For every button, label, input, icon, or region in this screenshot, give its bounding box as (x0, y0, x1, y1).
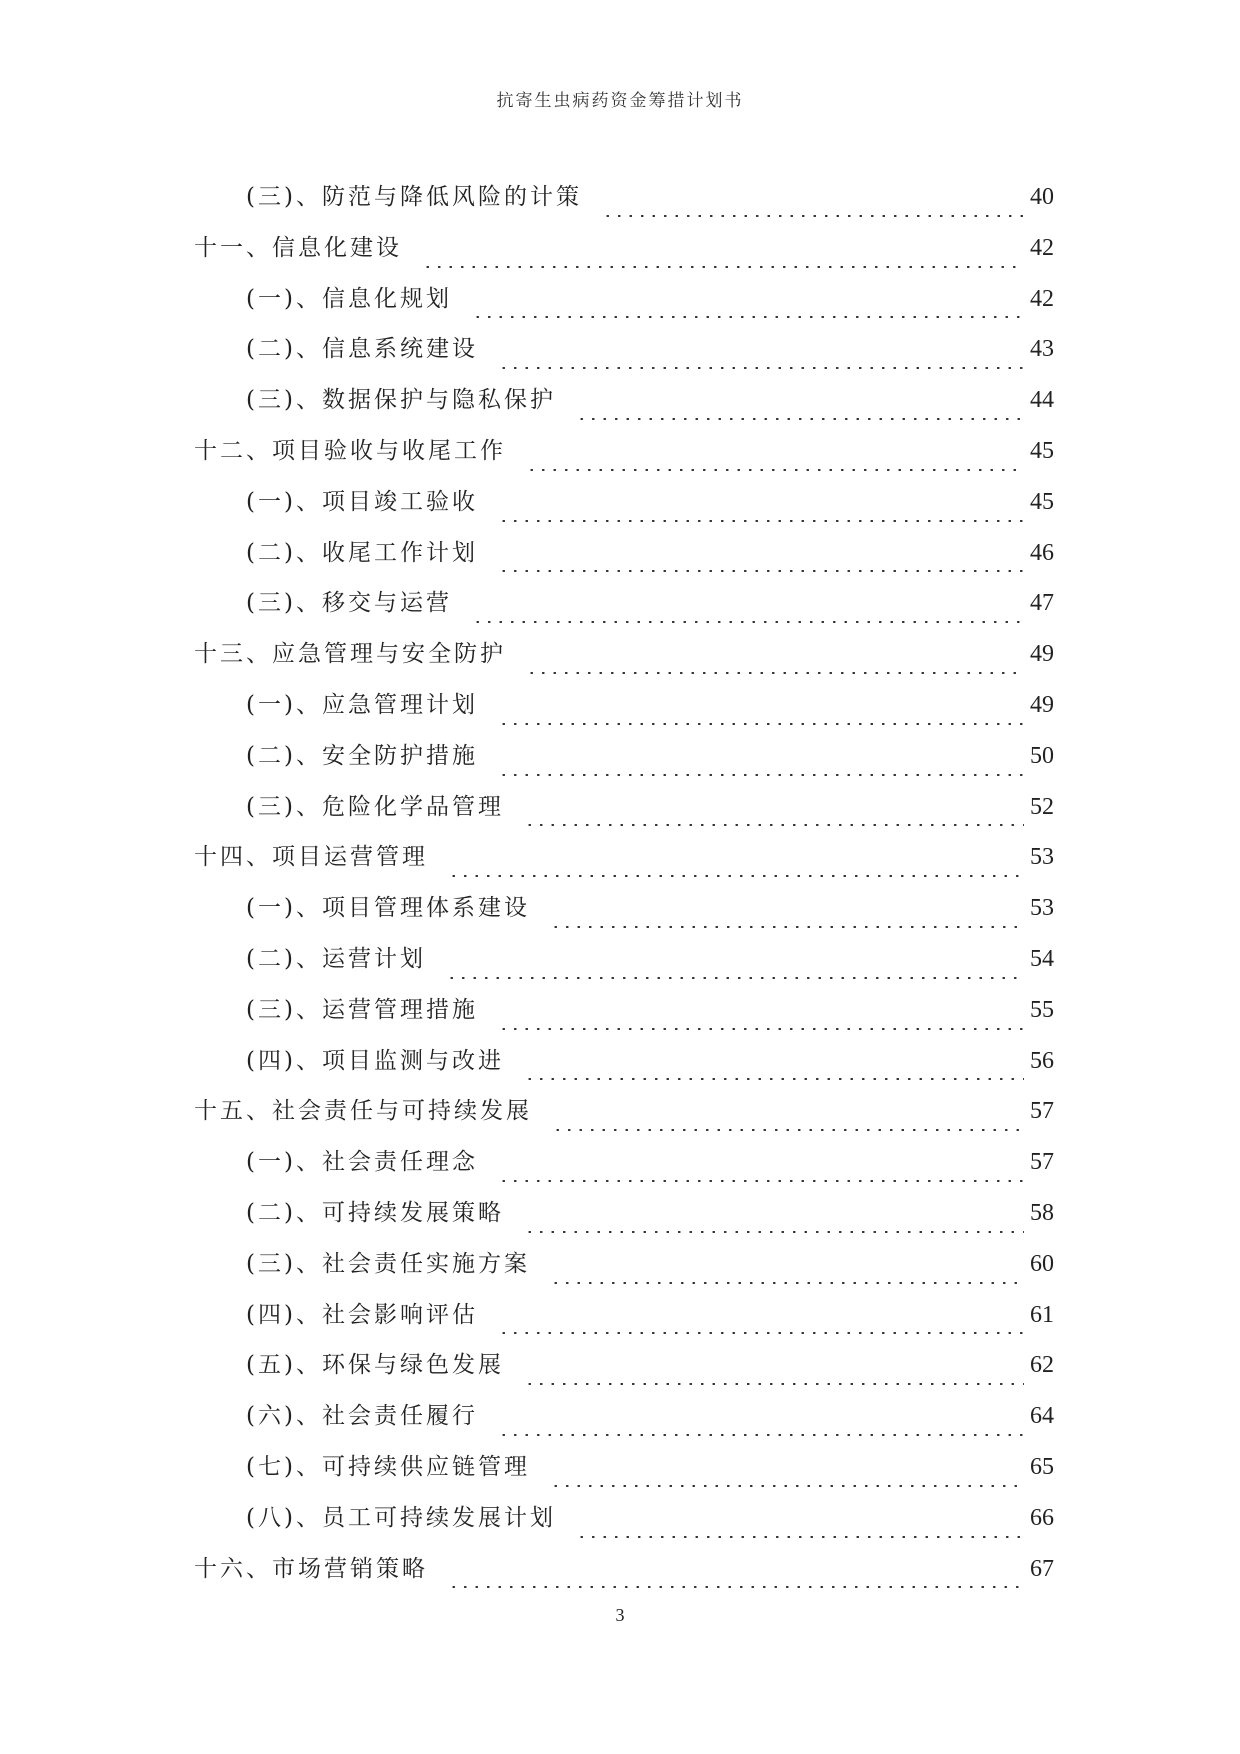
toc-dot-leader (550, 1485, 1024, 1487)
toc-entry-page: 57 (1030, 1098, 1054, 1125)
toc-dot-leader (552, 1129, 1024, 1131)
toc-entry-label: 十六、市场营销策略 (194, 1555, 428, 1582)
toc-entry[interactable] (194, 1448, 1054, 1499)
toc-entry-label: 十二、项目验收与收尾工作 (194, 437, 506, 464)
toc-dot-leader (498, 520, 1024, 522)
toc-dot-leader (498, 774, 1024, 776)
toc-entry-page: 55 (1030, 996, 1054, 1023)
toc-entry-page: 53 (1030, 895, 1054, 922)
toc-entry[interactable] (194, 1397, 1054, 1448)
toc-entry-page: 45 (1030, 488, 1054, 515)
toc-entry[interactable] (194, 432, 1054, 483)
toc-entry-label: (二)、安全防护措施 (246, 742, 478, 769)
toc-entry-page: 49 (1030, 691, 1054, 718)
toc-entry-label: 十四、项目运营管理 (194, 844, 428, 871)
toc-entry-page: 67 (1030, 1555, 1054, 1582)
toc-dot-leader (526, 672, 1024, 674)
toc-entry-page: 45 (1030, 437, 1054, 464)
toc-dot-leader (524, 1078, 1024, 1080)
toc-dot-leader (576, 418, 1024, 420)
toc-entry[interactable] (194, 1245, 1054, 1296)
toc-entry[interactable] (194, 229, 1054, 280)
toc-entry[interactable] (194, 1042, 1054, 1093)
toc-entry[interactable] (194, 1296, 1054, 1347)
toc-entry-page: 52 (1030, 793, 1054, 820)
toc-entry-label: (四)、项目监测与改进 (246, 1047, 504, 1074)
toc-entry-page: 47 (1030, 590, 1054, 617)
toc-entry-label: (四)、社会影响评估 (246, 1301, 478, 1328)
toc-entry-label: (一)、项目竣工验收 (246, 488, 478, 515)
toc-entry[interactable] (194, 940, 1054, 991)
toc-entry[interactable] (194, 1499, 1054, 1550)
toc-entry-page: 61 (1030, 1301, 1054, 1328)
toc-dot-leader (498, 1434, 1024, 1436)
toc-entry-label: (三)、防范与降低风险的计策 (246, 184, 582, 210)
toc-entry[interactable] (194, 584, 1054, 635)
toc-dot-leader (448, 875, 1024, 877)
toc-entry-label: (二)、收尾工作计划 (246, 539, 478, 566)
toc-entry-page: 60 (1030, 1250, 1054, 1277)
toc-entry[interactable] (194, 381, 1054, 432)
toc-entry-page: 58 (1030, 1199, 1054, 1226)
toc-entry-label: (七)、可持续供应链管理 (246, 1453, 530, 1480)
toc-dot-leader (448, 1586, 1024, 1588)
toc-dot-leader (422, 266, 1024, 268)
toc-entry-label: (一)、应急管理计划 (246, 691, 478, 718)
toc-entry[interactable] (194, 1194, 1054, 1245)
toc-entry[interactable] (194, 483, 1054, 534)
toc-entry-page: 57 (1030, 1149, 1054, 1176)
toc-dot-leader (524, 1383, 1024, 1385)
toc-entry-label: (一)、社会责任理念 (246, 1149, 478, 1176)
toc-entry[interactable] (194, 788, 1054, 839)
toc-entry-page: 44 (1030, 387, 1054, 414)
toc-entry-page: 50 (1030, 742, 1054, 769)
toc-entry-page: 53 (1030, 844, 1054, 871)
toc-dot-leader (498, 1028, 1024, 1030)
toc-entry[interactable] (194, 1550, 1054, 1601)
toc-entry-label: (二)、信息系统建设 (246, 336, 478, 363)
toc-entry[interactable] (194, 889, 1054, 940)
toc-entry[interactable] (194, 1143, 1054, 1194)
toc-dot-leader (498, 367, 1024, 369)
toc-dot-leader (524, 824, 1024, 826)
toc-entry[interactable] (194, 1346, 1054, 1397)
running-header: 抗寄生虫病药资金筹措计划书 (496, 91, 744, 111)
toc-entry-page: 54 (1030, 945, 1054, 972)
toc-entry-page: 64 (1030, 1403, 1054, 1430)
toc-entry-page: 62 (1030, 1352, 1054, 1379)
toc-dot-leader (472, 316, 1024, 318)
toc-entry[interactable] (194, 991, 1054, 1042)
toc-entry-label: (二)、运营计划 (246, 945, 426, 972)
toc-dot-leader (498, 723, 1024, 725)
toc-dot-leader (550, 1282, 1024, 1284)
toc-dot-leader (550, 926, 1024, 928)
toc-entry-page: 40 (1030, 184, 1054, 210)
toc-dot-leader (446, 977, 1024, 979)
toc-entry-label: (二)、可持续发展策略 (246, 1199, 504, 1226)
toc-entry[interactable] (194, 686, 1054, 737)
toc-entry-label: (三)、数据保护与隐私保护 (246, 387, 556, 414)
toc-entry-label: (八)、员工可持续发展计划 (246, 1504, 556, 1531)
toc-entry-page: 43 (1030, 336, 1054, 363)
toc-dot-leader (524, 1231, 1024, 1233)
toc-entry[interactable] (194, 635, 1054, 686)
toc-entry-page: 46 (1030, 539, 1054, 566)
toc-entry-page: 49 (1030, 641, 1054, 668)
toc-dot-leader (576, 1536, 1024, 1538)
toc-entry-page: 66 (1030, 1504, 1054, 1531)
toc-dot-leader (472, 621, 1024, 623)
toc-entry[interactable] (194, 737, 1054, 788)
toc-entry[interactable] (194, 178, 1054, 229)
toc-dot-leader (498, 1332, 1024, 1334)
toc-entry[interactable] (194, 534, 1054, 585)
toc-dot-leader (602, 215, 1024, 217)
toc-dot-leader (498, 1180, 1024, 1182)
toc-entry[interactable] (194, 838, 1054, 889)
toc-entry-label: (三)、移交与运营 (246, 590, 452, 617)
toc-entry-label: (六)、社会责任履行 (246, 1403, 478, 1430)
toc-entry[interactable] (194, 280, 1054, 331)
toc-entry-page: 65 (1030, 1453, 1054, 1480)
toc-dot-leader (526, 469, 1024, 471)
page-number: 3 (615, 1605, 625, 1625)
toc-entry-label: 十五、社会责任与可持续发展 (194, 1098, 532, 1125)
toc-entry-label: (五)、环保与绿色发展 (246, 1352, 504, 1379)
table-of-contents (194, 178, 1054, 1600)
toc-entry-page: 56 (1030, 1047, 1054, 1074)
toc-entry[interactable] (194, 1092, 1054, 1143)
toc-entry-label: (三)、危险化学品管理 (246, 793, 504, 820)
toc-entry-label: (三)、社会责任实施方案 (246, 1250, 530, 1277)
toc-entry-label: 十三、应急管理与安全防护 (194, 641, 506, 668)
toc-entry[interactable] (194, 330, 1054, 381)
toc-entry-label: (一)、信息化规划 (246, 285, 452, 312)
toc-entry-label: (三)、运营管理措施 (246, 996, 478, 1023)
toc-entry-label: 十一、信息化建设 (194, 234, 402, 261)
toc-entry-label: (一)、项目管理体系建设 (246, 895, 530, 922)
toc-dot-leader (498, 570, 1024, 572)
toc-entry-page: 42 (1030, 234, 1054, 261)
toc-entry-page: 42 (1030, 285, 1054, 312)
